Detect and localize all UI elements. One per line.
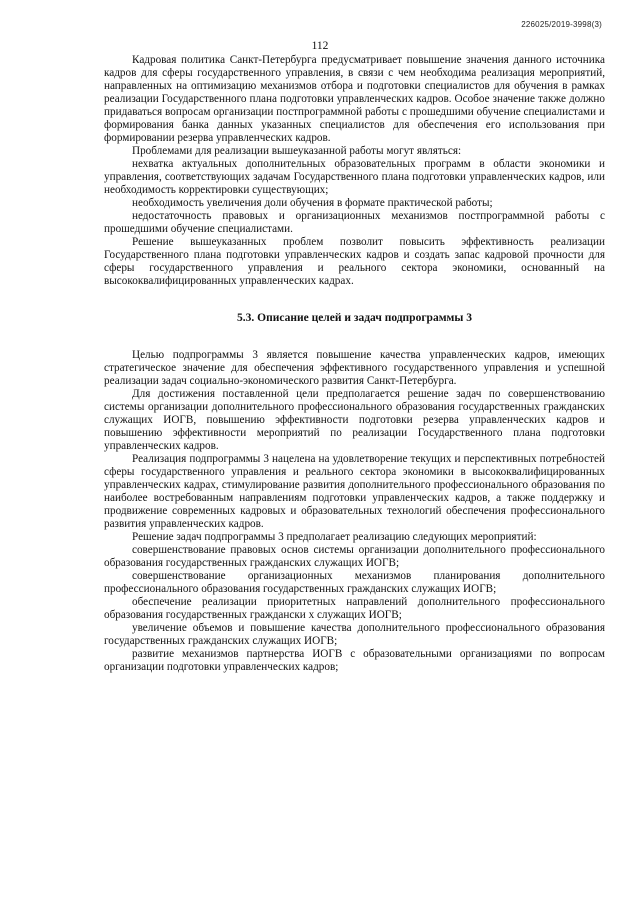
paragraph-problems-intro: Проблемами для реализации вышеуказанной работы могут являться: [132,145,462,157]
paragraph-implementation: Реализация подпрограммы 3 нацелена на удовлетворение текущих и перспективных потребностей сферы государственного управления и реального сектора экономики в высококвалифицированных управленческих кадрах, стимулирование развития дополнительного профессионального образования по наиболее востребованным направлениям подготовки управленческих кадров, а также поддержку и продвижение современных кадровых и образовательных технологий обеспечения профессионального развития управленческих кадров. [104,453,605,530]
paragraph-tasks: Для достижения поставленной цели предполагается решение задач по совершенствованию системы организации дополнительного профессионального образования государственных гражданских служащих ИОГВ, повышению эффективности подготовки резерва управленческих кадров и повышению эффективности мероприятий по реализации Государственного плана подготовки управленческих кадров. [104,388,605,452]
list-item-legal-basis: совершенствование правовых основ системы организации дополнительного профессионального образования государственных гражданских служащих ИОГВ; [104,544,605,569]
paragraph-problem-practice: необходимость увеличения доли обучения в формате практической работы; [132,197,493,209]
list-item-planning-mechanisms: совершенствование организационных механизмов планирования дополнительного профессионального образования государственных гражданских служащих ИОГВ; [104,570,605,595]
paragraph-problem-mechanisms: недостаточность правовых и организационных механизмов постпрограммной работы с прошедшими обучение специалистами. [104,210,605,235]
document-body [104,54,605,674]
list-item-volume-quality: увеличение объемов и повышение качества дополнительного профессионального образования государственных гражданских служащих ИОГВ; [104,622,605,647]
document-registration-number: 226025/2019-3998(3) [521,20,602,29]
paragraph-goal: Целью подпрограммы 3 является повышение качества управленческих кадров, имеющих стратегическое значение для обеспечения эффективного государственного управления и успешной реализации задач социально-экономического развития Санкт-Петербурга. [104,349,605,387]
paragraph-solution: Решение вышеуказанных проблем позволит повысить эффективность реализации Государственного плана подготовки управленческих кадров и создать запас кадровой прочности для сферы государственного управления и реального сектора экономики, основанный на высококвалифицированных управленческих кадрах. [104,236,605,287]
paragraph-problem-programs: нехватка актуальных дополнительных образовательных программ в области экономики и управления, соответствующих задачам Государственного плана подготовки управленческих кадров, или необходимость корректировки существующих; [104,158,605,196]
paragraph-measures-intro: Решение задач подпрограммы 3 предполагает реализацию следующих мероприятий: [132,531,537,543]
paragraph-personnel-policy: Кадровая политика Санкт-Петербурга предусматривает повышение значения данного источника кадров для сферы государственного управления, в связи с чем необходима реализация мероприятий, направленных на оптимизацию механизмов отбора и подготовки специалистов для обучения в рамках реализации Государственного плана подготовки управленческих кадров. Особое значение также должно придаваться вопросам организации постпрограммной работы с прошедшими обучение специалистами и формирования банка данных указанных специалистов для обеспечения его использования при формировании резерва управленческих кадров. [104,54,605,144]
list-item-partnership: развитие механизмов партнерства ИОГВ с образовательными организациями по вопросам организации подготовки управленческих кадров; [104,648,605,673]
list-item-priority-directions: обеспечение реализации приоритетных направлений дополнительного профессионального образования государственных граждански х служащих ИОГВ; [104,596,605,621]
page-number: 112 [311,40,329,52]
section-title: 5.3. Описание целей и задач подпрограммы 3 [237,312,472,324]
